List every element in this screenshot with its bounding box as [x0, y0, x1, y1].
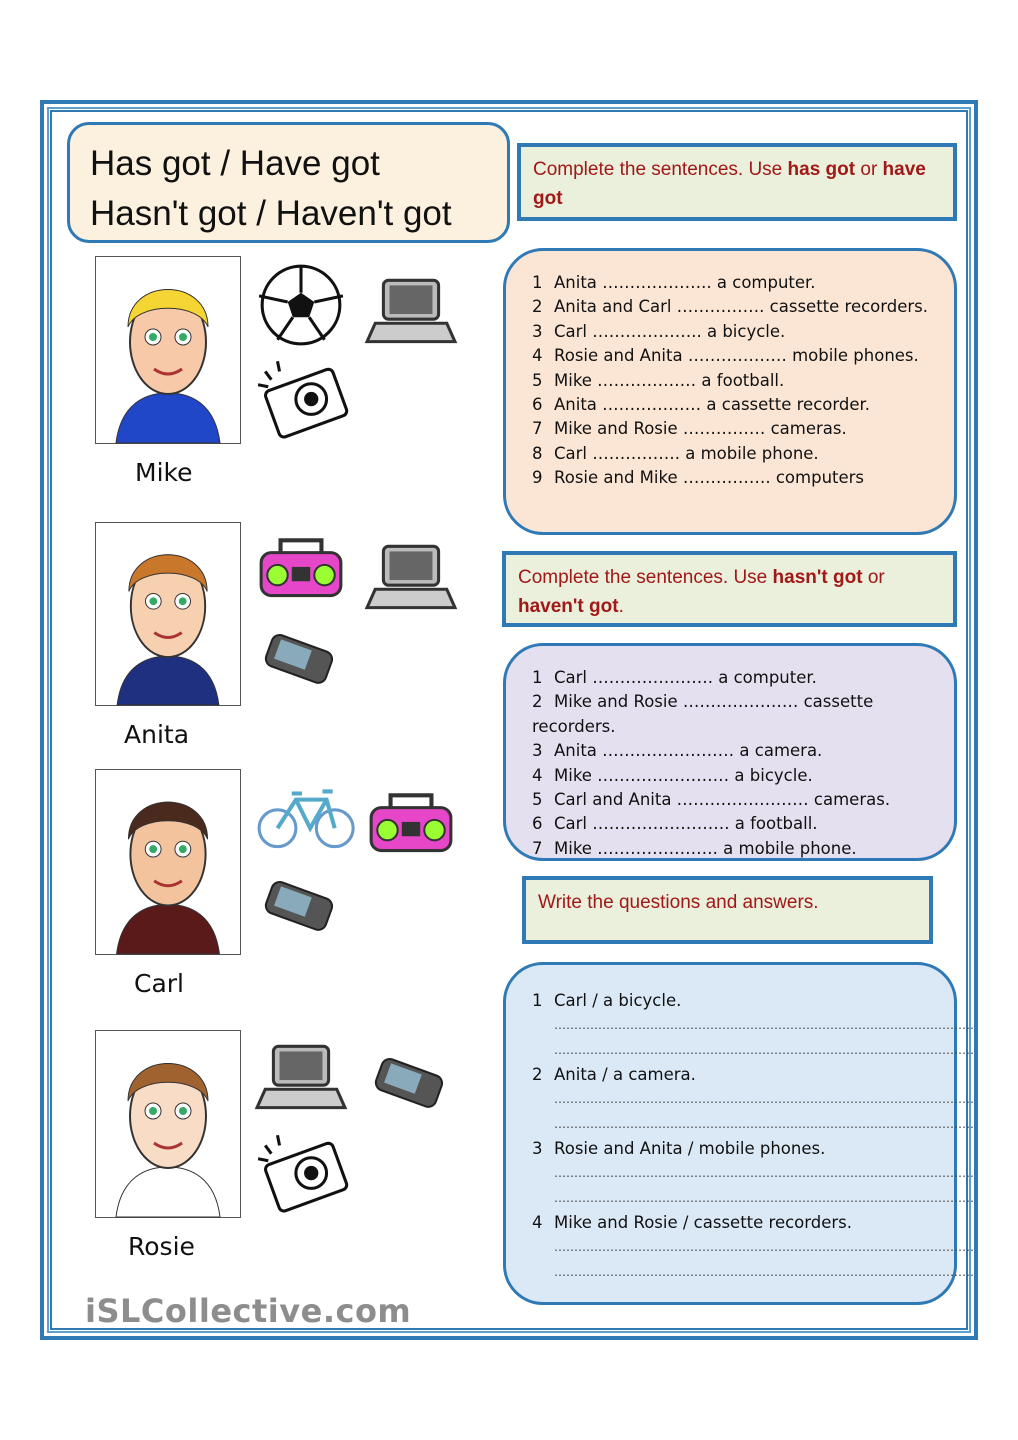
item-number: 1 [532, 668, 543, 687]
answer-line[interactable]: …………………………………………………………………………………………… [554, 1166, 974, 1180]
sentence-row [532, 837, 954, 861]
sentence-text: Rosie and Mike ……………. computers [554, 468, 865, 488]
person-name: Rosie [128, 1232, 195, 1261]
text: or [862, 567, 885, 588]
sentence-row [532, 764, 954, 788]
sentence-text: Anita ……………… a cassette recorder. [554, 395, 870, 415]
text: Complete the sentences. Use [518, 567, 773, 588]
question-item [532, 989, 974, 1063]
sentence-text: Carl ……………….. a bicycle. [554, 321, 786, 341]
question-prompt: Carl / a bicycle. [554, 991, 682, 1010]
exercise-1 [503, 248, 957, 535]
question-prompt: Rosie and Anita / mobile phones. [554, 1139, 826, 1158]
mobile-phone-icon [365, 1046, 457, 1130]
text: Complete the sentences. Use [533, 159, 788, 180]
question-prompt: Anita / a camera. [554, 1065, 696, 1084]
item-number: 1 [532, 273, 543, 292]
sentence-row [532, 788, 954, 812]
item-number: 3 [532, 321, 543, 341]
sentence-row [532, 369, 954, 393]
instruction-1 [517, 143, 957, 221]
sentence-row [532, 812, 954, 836]
answer-line[interactable]: …………………………………………………………………………………………… [554, 1117, 974, 1131]
sentence-text: Anita and Carl ……………. cassette recorders. [554, 297, 929, 317]
sentence-text: Mike and Rosie …………… cameras. [554, 419, 847, 439]
answer-line[interactable]: …………………………………………………………………………………………… [554, 1240, 974, 1254]
person-name: Anita [124, 720, 190, 749]
person-name: Mike [135, 458, 193, 487]
sentence-row [532, 295, 954, 319]
football-icon [255, 264, 347, 348]
sentence-row [532, 442, 954, 466]
computer-icon [365, 272, 457, 356]
item-number: 4 [532, 1213, 543, 1232]
portrait-mike [95, 256, 241, 444]
item-number: 4 [532, 765, 543, 785]
item-number: 4 [532, 346, 543, 366]
sentence-row [532, 393, 954, 417]
person-portrait-icon [96, 257, 240, 443]
answer-line[interactable]: …………………………………………………………………………………………… [554, 1043, 974, 1057]
bold-text: hasn't got [772, 567, 863, 588]
portrait-carl [95, 769, 241, 955]
item-number: 8 [532, 443, 543, 463]
page-title [67, 122, 510, 243]
sentence-text: Anita …………………… a camera. [554, 741, 823, 761]
bicycle-icon [255, 777, 347, 861]
item-number: 3 [532, 1139, 543, 1158]
sentence-row [532, 666, 954, 690]
answer-line[interactable]: …………………………………………………………………………………………… [554, 1191, 974, 1205]
sentence-row [532, 344, 954, 368]
text: . [618, 596, 624, 617]
sentence-row [532, 417, 954, 441]
portrait-rosie [95, 1030, 241, 1218]
mobile-phone-icon [255, 622, 347, 706]
person-portrait-icon [96, 770, 240, 954]
sentence-row [532, 271, 954, 295]
question-item [532, 1137, 974, 1211]
bold-text: have got [533, 159, 926, 209]
computer-icon [365, 538, 457, 622]
item-number: 6 [532, 395, 543, 415]
sentence-text: Mike …………………. a mobile phone. [554, 838, 857, 858]
item-number: 2 [532, 297, 543, 317]
person-portrait-icon [96, 1031, 240, 1217]
item-number: 7 [532, 419, 543, 439]
question-prompt: Mike and Rosie / cassette recorders. [554, 1213, 853, 1232]
bold-text: has got [787, 159, 856, 180]
sentence-text: Carl ……………………. a football. [554, 814, 818, 834]
sentence-row [532, 739, 954, 763]
item-number: 5 [532, 790, 543, 810]
instruction-3 [522, 876, 933, 944]
person-portrait-icon [96, 523, 240, 705]
instruction-2 [502, 551, 957, 627]
text: Write the questions and answers. [538, 892, 819, 913]
question-item [532, 1211, 974, 1285]
sentence-text: Mike ……………… a football. [554, 370, 785, 390]
answer-line[interactable]: …………………………………………………………………………………………… [554, 1265, 974, 1279]
item-number: 2 [532, 1065, 543, 1084]
question-item [532, 1063, 974, 1137]
item-number: 6 [532, 814, 543, 834]
person-name: Carl [134, 969, 184, 998]
item-number: 7 [532, 838, 543, 858]
exercise-2 [503, 643, 957, 861]
sentence-row [532, 466, 954, 490]
sentence-row [532, 320, 954, 344]
portrait-anita [95, 522, 241, 706]
computer-icon [255, 1038, 347, 1122]
item-number: 9 [532, 468, 543, 488]
sentence-text: Anita ……………….. a computer. [554, 273, 816, 292]
item-number: 5 [532, 370, 543, 390]
watermark: iSLCollective.com [85, 1292, 412, 1330]
cassette-recorder-icon [365, 785, 457, 869]
sentence-text: Rosie and Anita ……………… mobile phones. [554, 346, 919, 366]
sentence-text: Mike and Rosie ………………… cassette recorders. [532, 692, 874, 736]
camera-icon [255, 1130, 347, 1214]
exercise-3 [503, 962, 974, 1305]
sentence-text: Mike …………………… a bicycle. [554, 765, 813, 785]
title-line-2: Hasn't got / Haven't got [90, 194, 452, 233]
mobile-phone-icon [255, 869, 347, 953]
title-line-1: Has got / Have got [90, 144, 380, 183]
item-number: 1 [532, 991, 543, 1010]
cassette-recorder-icon [255, 530, 347, 614]
bold-text: haven't got [518, 596, 619, 617]
sentence-text: Carl ……………. a mobile phone. [554, 443, 819, 463]
sentence-text: Carl and Anita …………………… cameras. [554, 790, 891, 810]
sentence-row [532, 690, 954, 739]
answer-line[interactable]: …………………………………………………………………………………………… [554, 1092, 974, 1106]
sentence-text: Carl …………………. a computer. [554, 668, 817, 687]
answer-line[interactable]: …………………………………………………………………………………………… [554, 1018, 974, 1032]
text: or [855, 159, 883, 180]
camera-icon [255, 356, 347, 440]
item-number: 2 [532, 692, 543, 712]
item-number: 3 [532, 741, 543, 761]
